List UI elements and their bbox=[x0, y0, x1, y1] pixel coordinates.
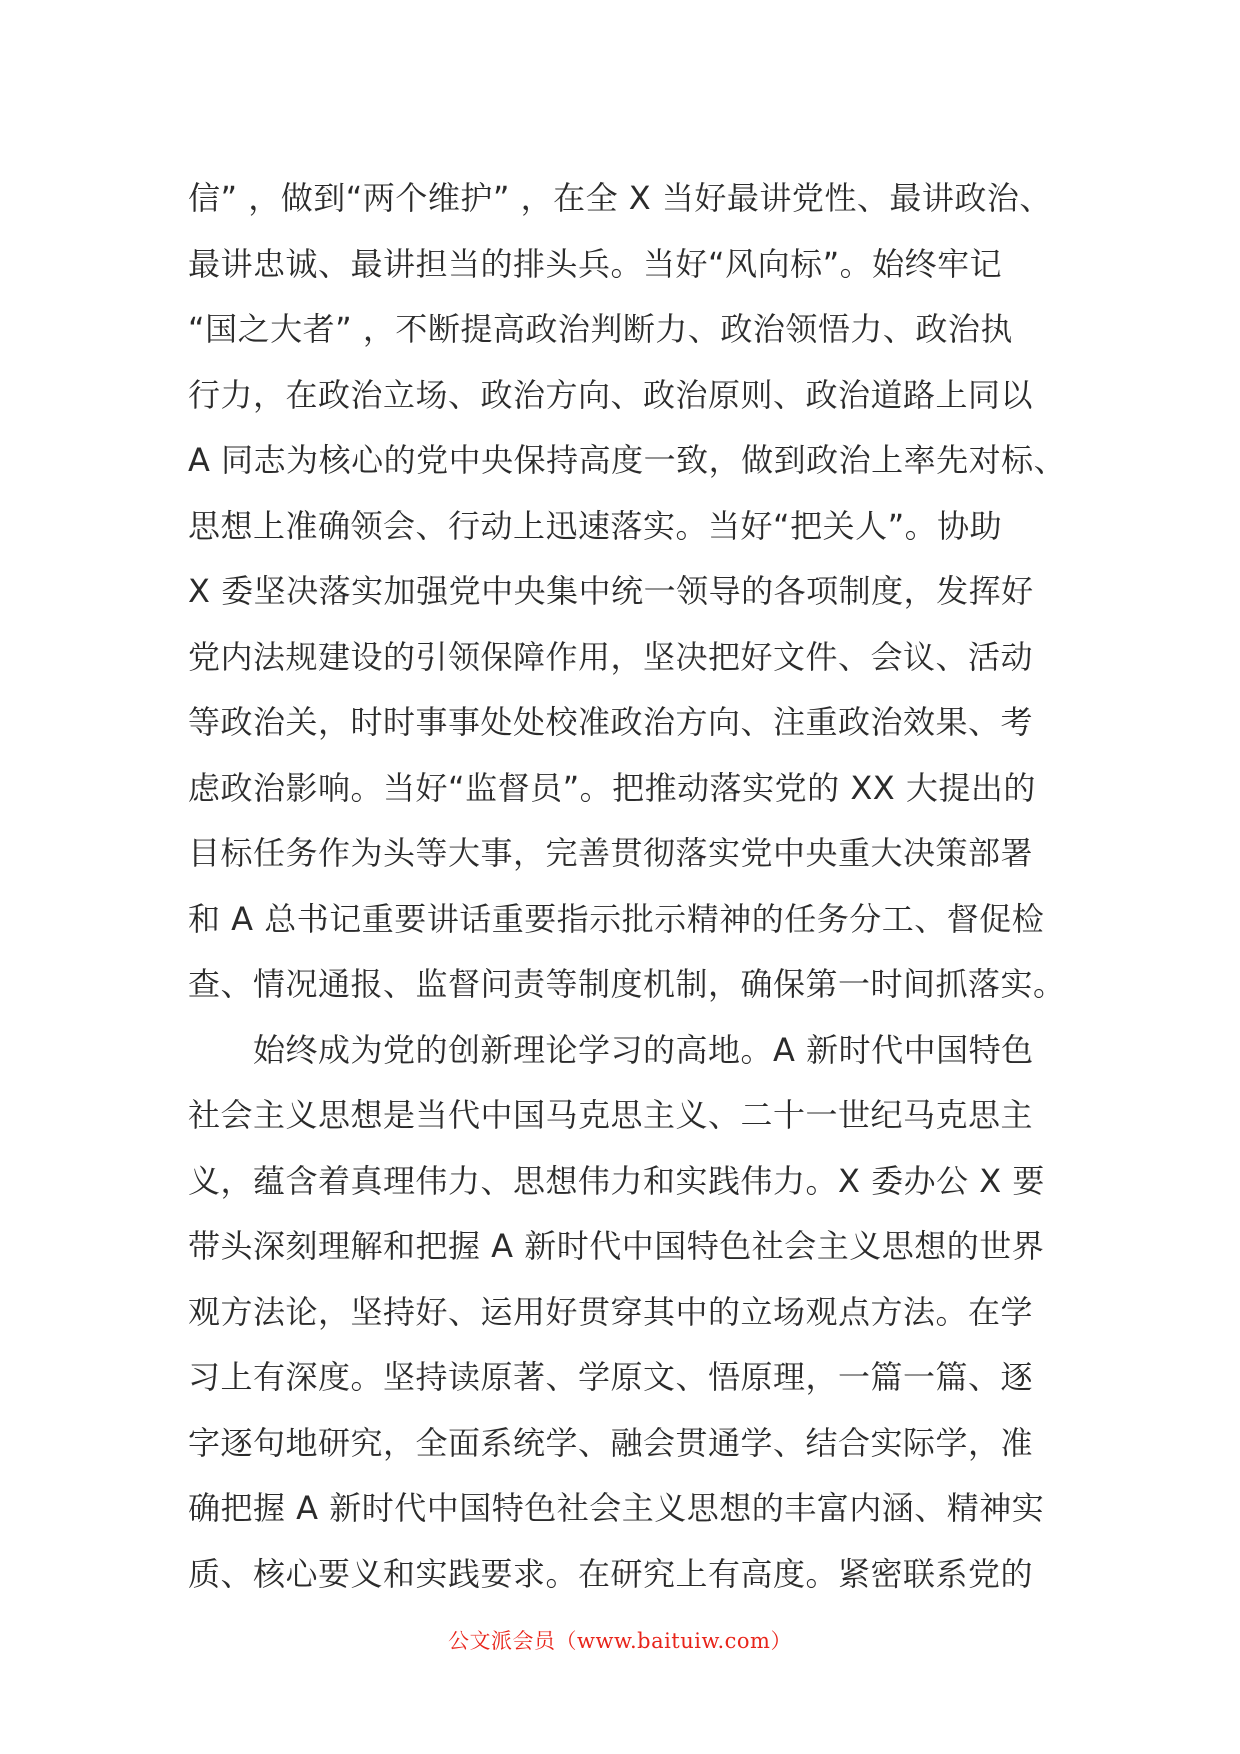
text-line: 信” ，做到“两个维护” ，在全 X 当好最讲党性、最讲政治、 bbox=[188, 179, 1052, 217]
text-line: 查、情况通报、监督问责等制度机制，确保第一时间抓落实。 bbox=[188, 965, 1066, 1003]
text-line: 目标任务作为头等大事，完善贯彻落实党中央重大决策部署 bbox=[188, 834, 1034, 872]
text-line: 确把握 A 新时代中国特色社会主义思想的丰富内涵、精神实 bbox=[188, 1489, 1045, 1527]
text-line: 习上有深度。坚持读原著、学原文、悟原理，一篇一篇、逐 bbox=[188, 1358, 1034, 1396]
paragraph-start-line: 始终成为党的创新理论学习的高地。A 新时代中国特色 bbox=[188, 1030, 1034, 1069]
text-line: 最讲忠诚、最讲担当的排头兵。当好“风向标”。始终牢记 bbox=[188, 244, 1003, 283]
text-line: 字逐句地研究，全面系统学、融会贯通学、结合实际学，准 bbox=[188, 1423, 1034, 1462]
text-line: 等政治关，时时事事处处校准政治方向、注重政治效果、考 bbox=[188, 703, 1034, 741]
text-line: 带头深刻理解和把握 A 新时代中国特色社会主义思想的世界 bbox=[188, 1227, 1045, 1265]
text-line: 和 A 总书记重要讲话重要指示批示精神的任务分工、督促检 bbox=[188, 899, 1045, 938]
text-line: 思想上准确领会、行动上迅速落实。当好“把关人”。协助 bbox=[188, 506, 1003, 545]
text-line: 党内法规建设的引领保障作用，坚决把好文件、会议、活动 bbox=[188, 637, 1034, 676]
text-line: 虑政治影响。当好“监督员”。把推动落实党的 XX 大提出的 bbox=[188, 768, 1036, 807]
text-line: A 同志为核心的党中央保持高度一致，做到政治上率先对标、 bbox=[188, 441, 1067, 479]
text-line: 观方法论，坚持好、运用好贯穿其中的立场观点方法。在学 bbox=[188, 1292, 1034, 1331]
footer-watermark: 公文派会员（www.baituiw.com） bbox=[448, 1629, 792, 1653]
text-line: 质、核心要义和实践要求。在研究上有高度。紧密联系党的 bbox=[188, 1554, 1034, 1593]
body-text bbox=[188, 166, 1068, 1607]
text-line: “国之大者” ，不断提高政治判断力、政治领悟力、政治执 bbox=[188, 310, 1013, 348]
text-line: 义，蕴含着真理伟力、思想伟力和实践伟力。X 委办公 X 要 bbox=[188, 1161, 1045, 1200]
text-line: X 委坚决落实加强党中央集中统一领导的各项制度，发挥好 bbox=[188, 572, 1034, 610]
text-line: 行力，在政治立场、政治方向、政治原则、政治道路上同以 bbox=[188, 375, 1034, 414]
text-line: 社会主义思想是当代中国马克思主义、二十一世纪马克思主 bbox=[188, 1096, 1034, 1134]
